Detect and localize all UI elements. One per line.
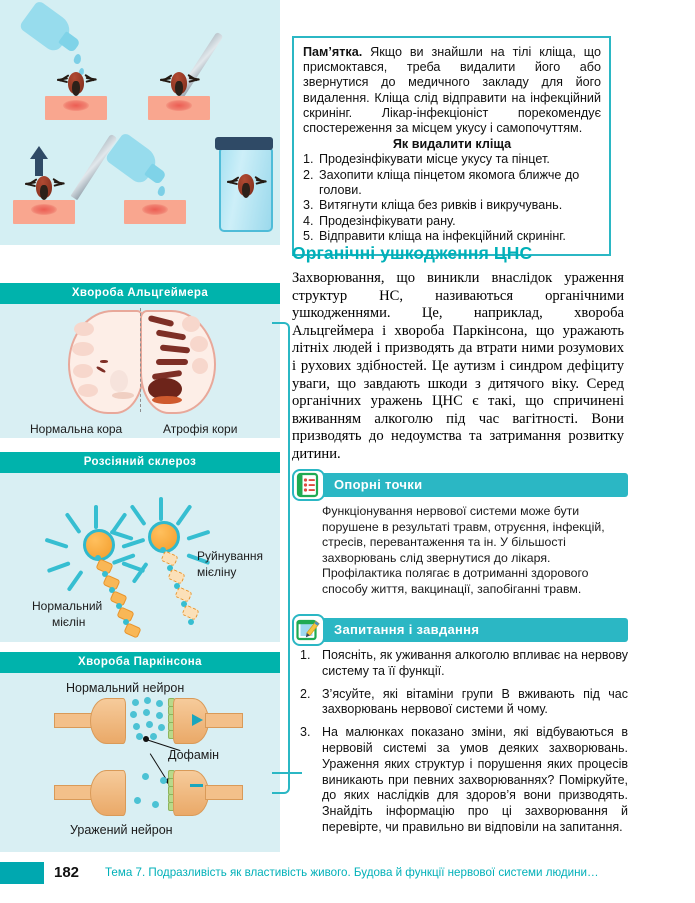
key-points-title: Опорні точки: [334, 477, 423, 492]
brain-hemisphere-atrophied: [140, 310, 216, 414]
memo-lead-text: Якщо ви знайшли на тілі кліща, що присмоктався, треба видалити його або звернутися до медичного закладу для його видалення. Кліща слід відправити на інфекційний скринінг. Лікар-інфекціоніст порекомендує спостереження за місцем укусу і самопочуттям.: [303, 45, 601, 136]
tick-icon: [59, 68, 93, 98]
page-title: Органічні ушкодження ЦНС: [292, 243, 533, 263]
tick-icon: [27, 172, 61, 202]
step-text: Витягнути кліща без ривків і викручувань.: [319, 198, 563, 213]
tick-removal-steps-illustration: [0, 0, 280, 245]
questions-title: Запитання і завдання: [334, 622, 480, 637]
questions-header: [292, 618, 628, 642]
footer-topic-text: Тема 7. Подразливість як властивість живого. Будова й функції нервової системи людини…: [105, 866, 599, 879]
question-number: 3.: [300, 725, 311, 740]
neuron-myelin-diagram: [0, 473, 280, 643]
notebook-pencil-icon: [292, 614, 325, 646]
caption-normal-myelin-2: мієлін: [52, 615, 86, 629]
list-item: [303, 152, 601, 167]
caption-normal-cortex: Нормальна кора: [30, 422, 123, 436]
section-paragraph: Захворювання, що виникли внаслідок ураження структур НС, називаються органічними ушкодженнями. Це, наприклад, хвороба Альцгеймера і хвороба Паркінсона, що уражають літніх людей і призводять да втрати ними розумових і рухових здібностей. Це аутизм і синдром дефіциту уваги, що завдають шкоди з дитячого віку. Серед органічних уражень ЦНС є такі, що спричинені вживанням алкоголю під час вагітності. Вони призводять до недоумства та затримання розвитку дитини.: [292, 270, 624, 462]
alzheimer-panel-title: Хвороба Альцгеймера: [0, 283, 280, 304]
antiseptic-bottle-icon: [18, 0, 75, 54]
memo-lead-label: Пам’ятка.: [303, 45, 363, 59]
memo-steps-list: [303, 152, 601, 244]
liquid-drop-icon: [157, 185, 166, 196]
caption-normal-neuron: Нормальний нейрон: [66, 681, 185, 695]
footer-color-swatch: [0, 862, 44, 884]
synapse-dopamine-diagram: [0, 673, 280, 853]
caption-normal-myelin-1: Нормальний: [32, 599, 103, 613]
multiple-sclerosis-panel: [0, 452, 280, 642]
caption-dopamine: Дофамін: [168, 748, 220, 762]
liquid-drop-icon: [73, 53, 82, 64]
specimen-jar-icon: [219, 148, 273, 232]
page-number: 182: [54, 864, 80, 881]
skin-patch: [148, 96, 210, 120]
list-item: [292, 648, 628, 680]
step-text: Продезінфікувати рану.: [319, 213, 456, 228]
caption-myelin-destruction-2: мієліну: [197, 565, 237, 579]
tick-icon: [162, 68, 196, 98]
key-points-callout: [292, 473, 628, 598]
parkinson-panel: [0, 652, 280, 852]
left-illustration-column: [0, 0, 280, 855]
step-number: 4.: [303, 213, 314, 228]
brain-hemisphere-normal: [68, 310, 144, 414]
question-text: Поясніть, як уживання алкоголю впливає на нервову систему та її функції.: [322, 648, 628, 678]
list-item: [292, 687, 628, 719]
memo-box: [292, 36, 611, 256]
question-number: 2.: [300, 686, 311, 701]
illustration-question-bracket: [272, 322, 290, 794]
list-item: [303, 198, 601, 213]
list-item: [303, 168, 601, 199]
step-number: 1.: [303, 152, 314, 167]
parkinson-panel-title: Хвороба Паркінсона: [0, 652, 280, 673]
caption-cortex-atrophy: Атрофія кори: [163, 422, 238, 436]
step-number: 5.: [303, 229, 314, 244]
caption-damaged-neuron: Уражений нейрон: [70, 823, 173, 837]
step-text: Продезінфікувати місце укусу та пінцет.: [319, 152, 550, 167]
skin-patch: [45, 96, 107, 120]
list-item: [292, 725, 628, 836]
brain-midline-divider: [140, 308, 141, 412]
brain-cross-section-diagram: [0, 304, 280, 422]
question-number: 1.: [300, 648, 311, 662]
dopamine-leader-dot: [143, 736, 149, 742]
list-item: [303, 214, 601, 229]
skin-patch: [124, 200, 186, 224]
step-text: Захопити кліща пінцетом якомога ближче до голови.: [319, 167, 580, 198]
step-text: Відправити кліща на інфекційний скринінг.: [319, 229, 566, 244]
tick-icon: [229, 170, 263, 200]
question-text: На малюнках показано зміни, які відбуваються в нервовій системі за умов деяких захворювань. Ураження яких структур і порушення яких процесів виникають при певних захворюваннях? Поміркуйте, до яких наслідків для здоров’я вони призводять. Знайдіть інформацію про ці захворювання й перевірте, чи правильно ви відповіли на запитання.: [322, 725, 628, 834]
key-points-text: Функціонування нервової системи може бути порушене в результаті травм, отруєння, інфекцій, стресів, перевантаження та ін. У більшості захворювань слід звернутися до лікаря. Профілактика полягає в дотриманні здорового способу життя, вакцинації, запобіганні травм.: [322, 504, 605, 596]
sclerosis-panel-title: Розсіяний склероз: [0, 452, 280, 473]
key-points-header: [292, 473, 628, 497]
step-number: 2.: [303, 167, 314, 182]
checklist-document-icon: [292, 469, 325, 501]
skin-patch: [13, 200, 75, 224]
questions-callout: [292, 618, 628, 843]
memo-paragraph: [303, 45, 601, 136]
tweezers-icon: [70, 134, 117, 200]
questions-list: [292, 648, 628, 836]
caption-myelin-destruction-1: Руйнування: [197, 549, 263, 563]
step-number: 3.: [303, 198, 314, 213]
question-text: З’ясуйте, які вітаміни групи В вживають під час захворювань нервової системи й чому.: [322, 686, 628, 717]
alzheimer-panel: [0, 283, 280, 438]
memo-subtitle: Як видалити кліща: [392, 137, 512, 152]
